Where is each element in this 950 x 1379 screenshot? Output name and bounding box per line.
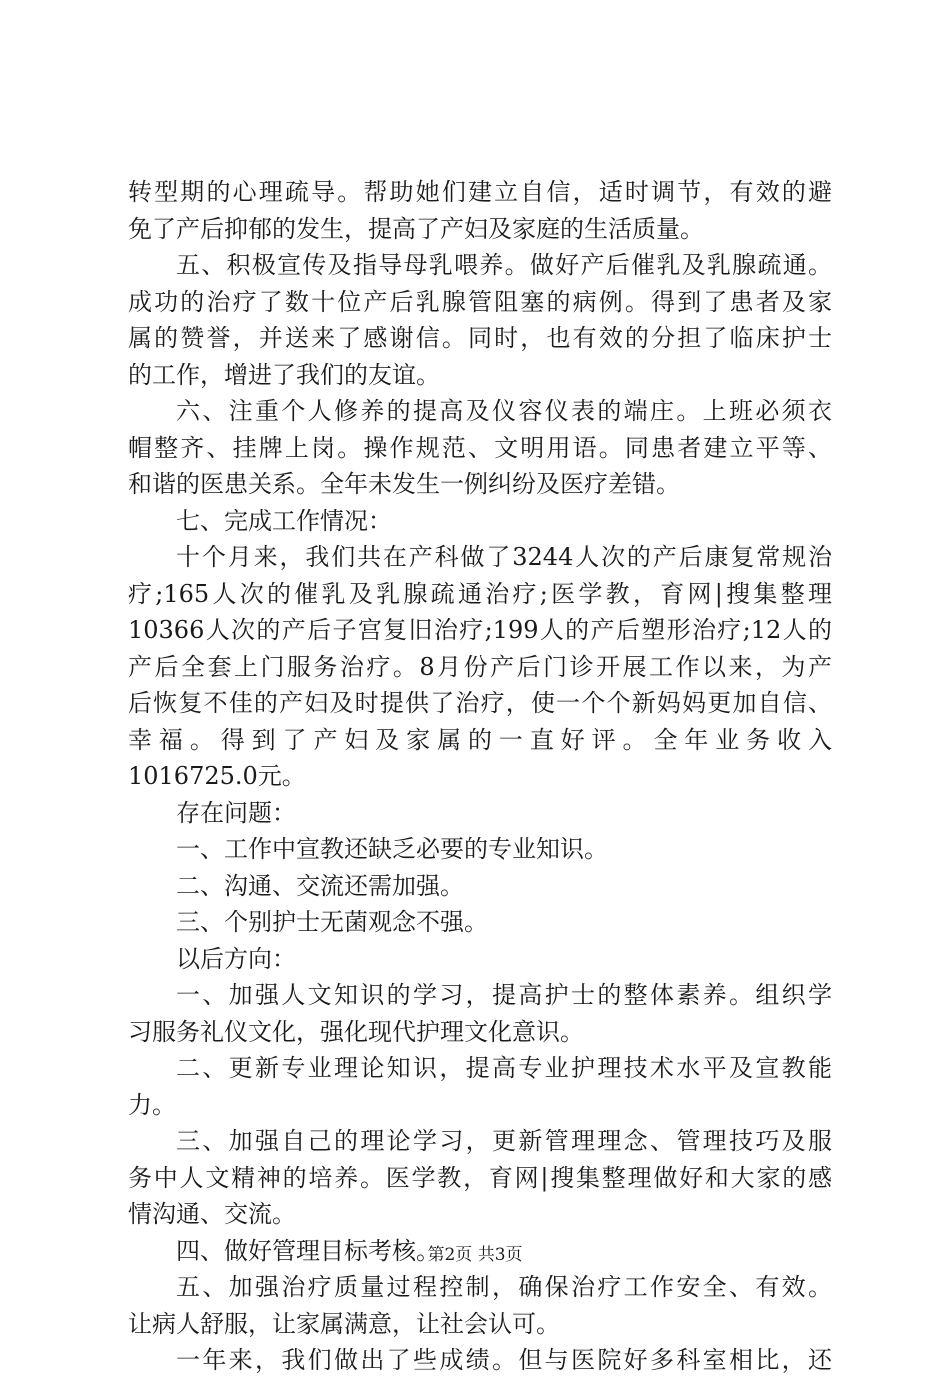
text-line: 以后方向：: [176, 944, 296, 973]
text-line: 五、加强治疗质量过程控制，确保治疗工作安全、有效。: [176, 1273, 832, 1301]
text-line: 二、更新专业理论知识，提高专业护理技术水平及宣教能: [176, 1054, 832, 1082]
text-line: 五、积极宣传及指导母乳喂养。做好产后催乳及乳腺疏通。: [176, 251, 832, 279]
text-line: 四、做好管理目标考核。: [176, 1236, 440, 1265]
text-line: 10366人次的产后子宫复旧治疗;199人的产后塑形治疗;12人的: [128, 616, 832, 644]
text-line: 力。: [128, 1090, 176, 1119]
text-line: 三、加强自己的理论学习，更新管理理念、管理技巧及服: [176, 1127, 832, 1155]
text-line: 免了产后抑郁的发生，提高了产妇及家庭的生活质量。: [128, 214, 704, 243]
text-line: 存在问题：: [176, 798, 296, 827]
text-line: 务中人文精神的培养。医学教，育网|搜集整理做好和大家的感: [128, 1163, 832, 1192]
text-line: 和谐的医患关系。全年未发生一例纠纷及医疗差错。: [128, 470, 680, 498]
document-body: [128, 174, 832, 1379]
text-line: 后恢复不佳的产妇及时提供了治疗，使一个个新妈妈更加自信、: [128, 689, 832, 717]
text-line: 习服务礼仪文化，强化现代护理文化意识。: [128, 1017, 584, 1046]
text-line: 一、工作中宣教还缺乏必要的专业知识。: [176, 835, 608, 863]
page-number: 第2页 共3页: [427, 1245, 523, 1265]
text-line: 三、个别护士无菌观念不强。: [176, 908, 488, 936]
text-line: 幸福。得到了产妇及家属的一直好评。全年业务收入: [128, 725, 832, 754]
text-line: 属的赞誉，并送来了感谢信。同时，也有效的分担了临床护士: [128, 324, 832, 352]
text-line: 情沟通、交流。: [128, 1200, 296, 1228]
text-line: 的工作，增进了我们的友谊。: [128, 360, 440, 389]
text-line: 一年来，我们做出了些成绩。但与医院好多科室相比，还: [176, 1346, 832, 1374]
text-line: 一、加强人文知识的学习，提高护士的整体素养。组织学: [176, 981, 832, 1009]
text-line: 帽整齐、挂牌上岗。操作规范、文明用语。同患者建立平等、: [128, 433, 832, 462]
text-line: 1016725.0元。: [128, 762, 306, 790]
text-line: 十个月来，我们共在产科做了3244人次的产后康复常规治: [176, 543, 832, 571]
page-footer: [0, 1240, 950, 1265]
text-line: 转型期的心理疏导。帮助她们建立自信，适时调节，有效的避: [128, 178, 832, 206]
text-line: 二、沟通、交流还需加强。: [176, 871, 464, 900]
text-line: 七、完成工作情况：: [176, 506, 392, 535]
text-line: 成功的治疗了数十位产后乳腺管阻塞的病例。得到了患者及家: [128, 287, 832, 316]
text-line: 产后全套上门服务治疗。8月份产后门诊开展工作以来，为产: [128, 652, 832, 681]
text-line: 六、注重个人修养的提高及仪容仪表的端庄。上班必须衣: [176, 397, 832, 425]
text-line: 疗;165人次的催乳及乳腺疏通治疗;医学教，育网|搜集整理: [128, 579, 832, 608]
text-line: 让病人舒服，让家属满意，让社会认可。: [128, 1309, 560, 1338]
